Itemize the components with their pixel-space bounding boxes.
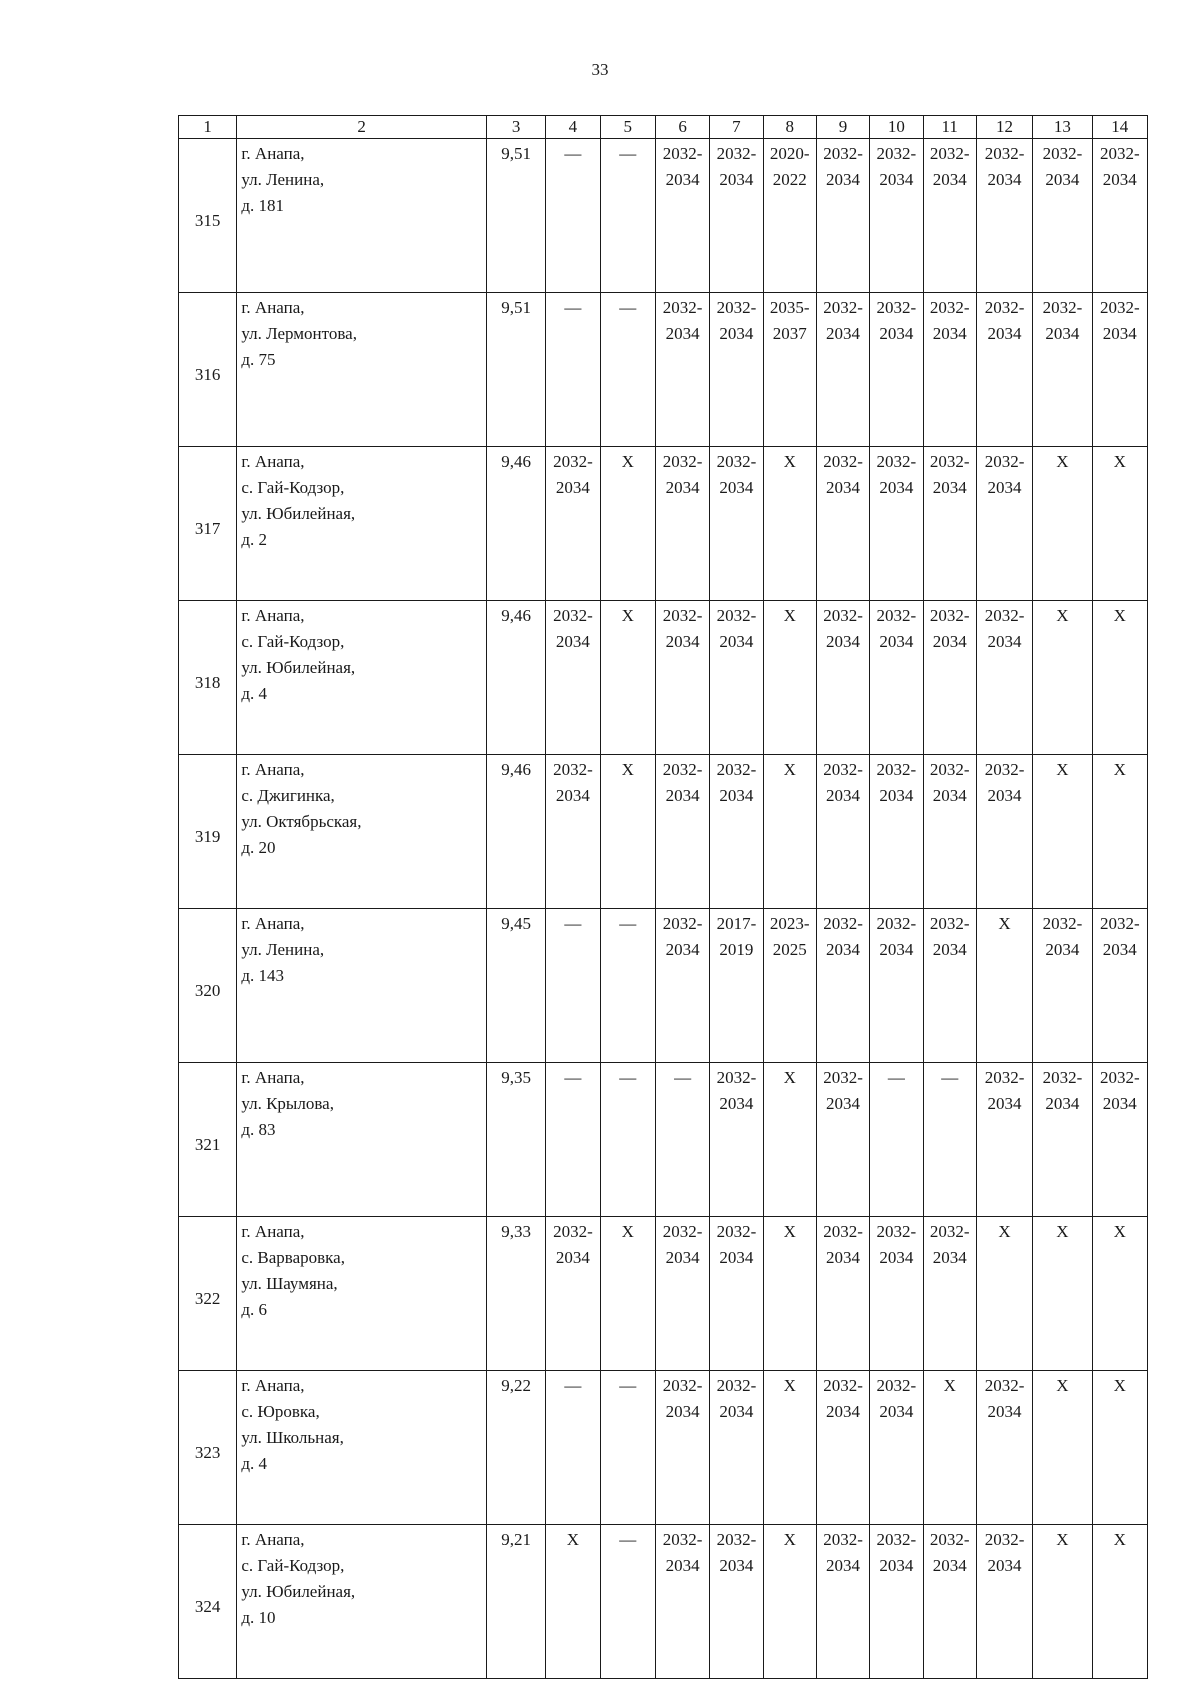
period-cell: X: [600, 601, 655, 755]
period-cell: 2032- 2034: [816, 293, 869, 447]
table-row: [179, 1525, 1148, 1679]
index-cell: 9,35: [486, 1063, 545, 1217]
period-cell: X: [1092, 1217, 1147, 1371]
period-cell: 2032- 2034: [816, 1217, 869, 1371]
period-cell: 2032- 2034: [1033, 293, 1092, 447]
period-cell: 2032- 2034: [976, 755, 1032, 909]
period-cell: 2032- 2034: [816, 1525, 869, 1679]
period-cell: X: [923, 1371, 976, 1525]
period-cell: 2032- 2034: [923, 601, 976, 755]
address-cell: г. Анапа, с. Гай-Кодзор, ул. Юбилейная, д. 4: [237, 601, 487, 755]
period-cell: X: [976, 909, 1032, 1063]
period-cell: X: [1092, 755, 1147, 909]
period-cell: 2032- 2034: [816, 1063, 869, 1217]
column-header: 11: [923, 116, 976, 139]
period-cell: —: [600, 1525, 655, 1679]
period-cell: —: [546, 1371, 600, 1525]
period-cell: 2032- 2034: [710, 1525, 763, 1679]
period-cell: X: [763, 601, 816, 755]
period-cell: 2032- 2034: [976, 139, 1032, 293]
period-cell: 2032- 2034: [816, 1371, 869, 1525]
column-header: 1: [179, 116, 237, 139]
period-cell: 2032- 2034: [870, 909, 923, 1063]
column-header: 8: [763, 116, 816, 139]
period-cell: 2032- 2034: [710, 293, 763, 447]
address-cell: г. Анапа, с. Гай-Кодзор, ул. Юбилейная, д. 10: [237, 1525, 487, 1679]
period-cell: 2032- 2034: [655, 909, 709, 1063]
period-cell: X: [546, 1525, 600, 1679]
row-number: 319: [179, 755, 237, 909]
period-cell: 2032- 2034: [816, 755, 869, 909]
index-cell: 9,51: [486, 293, 545, 447]
period-cell: X: [763, 755, 816, 909]
period-cell: 2032- 2034: [976, 1525, 1032, 1679]
address-cell: г. Анапа, с. Варваровка, ул. Шаумяна, д. 6: [237, 1217, 487, 1371]
period-cell: 2032- 2034: [1033, 139, 1092, 293]
period-cell: X: [763, 1525, 816, 1679]
table-row: [179, 1371, 1148, 1525]
row-number: 324: [179, 1525, 237, 1679]
period-cell: —: [655, 1063, 709, 1217]
period-cell: 2032- 2034: [655, 755, 709, 909]
index-cell: 9,46: [486, 755, 545, 909]
period-cell: 2032- 2034: [710, 601, 763, 755]
address-cell: г. Анапа, ул. Лермонтова, д. 75: [237, 293, 487, 447]
period-cell: X: [600, 447, 655, 601]
row-number: 323: [179, 1371, 237, 1525]
period-cell: X: [1092, 601, 1147, 755]
period-cell: X: [763, 447, 816, 601]
table-row: [179, 909, 1148, 1063]
page-number: 33: [591, 60, 609, 79]
period-cell: 2032- 2034: [870, 601, 923, 755]
period-cell: X: [1033, 1217, 1092, 1371]
column-header: 6: [655, 116, 709, 139]
period-cell: 2032- 2034: [870, 293, 923, 447]
period-cell: 2032- 2034: [1092, 909, 1147, 1063]
row-number: 321: [179, 1063, 237, 1217]
row-number: 322: [179, 1217, 237, 1371]
address-cell: г. Анапа, с. Гай-Кодзор, ул. Юбилейная, д. 2: [237, 447, 487, 601]
period-cell: —: [546, 909, 600, 1063]
period-cell: 2032- 2034: [976, 1063, 1032, 1217]
period-cell: 2032- 2034: [870, 1371, 923, 1525]
table-body: [179, 139, 1148, 1679]
row-number: 316: [179, 293, 237, 447]
column-header: 7: [710, 116, 763, 139]
period-cell: 2032- 2034: [655, 447, 709, 601]
period-cell: X: [1033, 755, 1092, 909]
header-row: [179, 116, 1148, 139]
period-cell: —: [600, 1063, 655, 1217]
table-row: [179, 293, 1148, 447]
address-cell: г. Анапа, ул. Ленина, д. 143: [237, 909, 487, 1063]
period-cell: 2032- 2034: [546, 755, 600, 909]
period-cell: X: [600, 1217, 655, 1371]
period-cell: 2032- 2034: [546, 601, 600, 755]
period-cell: 2032- 2034: [816, 447, 869, 601]
period-cell: —: [600, 139, 655, 293]
period-cell: 2032- 2034: [655, 1217, 709, 1371]
period-cell: —: [546, 1063, 600, 1217]
period-cell: X: [1092, 1371, 1147, 1525]
period-cell: 2032- 2034: [923, 1525, 976, 1679]
period-cell: 2032- 2034: [1092, 293, 1147, 447]
row-number: 315: [179, 139, 237, 293]
period-cell: 2023- 2025: [763, 909, 816, 1063]
period-cell: 2032- 2034: [655, 293, 709, 447]
period-cell: 2032- 2034: [710, 755, 763, 909]
address-cell: г. Анапа, ул. Крылова, д. 83: [237, 1063, 487, 1217]
column-header: 9: [816, 116, 869, 139]
period-cell: 2032- 2034: [976, 293, 1032, 447]
address-cell: г. Анапа, ул. Ленина, д. 181: [237, 139, 487, 293]
period-cell: X: [1033, 1525, 1092, 1679]
table-row: [179, 139, 1148, 293]
period-cell: —: [600, 1371, 655, 1525]
period-cell: 2032- 2034: [710, 139, 763, 293]
period-cell: X: [976, 1217, 1032, 1371]
period-cell: 2032- 2034: [816, 139, 869, 293]
period-cell: 2032- 2034: [710, 447, 763, 601]
period-cell: 2032- 2034: [923, 293, 976, 447]
period-cell: 2032- 2034: [976, 447, 1032, 601]
period-cell: 2032- 2034: [870, 755, 923, 909]
period-cell: 2032- 2034: [1092, 139, 1147, 293]
period-cell: 2032- 2034: [870, 139, 923, 293]
column-header: 3: [486, 116, 545, 139]
index-cell: 9,46: [486, 601, 545, 755]
period-cell: —: [923, 1063, 976, 1217]
period-cell: —: [600, 909, 655, 1063]
period-cell: X: [1092, 447, 1147, 601]
period-cell: 2032- 2034: [816, 601, 869, 755]
period-cell: X: [763, 1063, 816, 1217]
period-cell: 2032- 2034: [923, 139, 976, 293]
period-cell: 2032- 2034: [655, 1371, 709, 1525]
period-cell: X: [600, 755, 655, 909]
index-cell: 9,22: [486, 1371, 545, 1525]
period-cell: 2032- 2034: [976, 1371, 1032, 1525]
row-number: 320: [179, 909, 237, 1063]
period-cell: 2035- 2037: [763, 293, 816, 447]
period-cell: X: [763, 1217, 816, 1371]
column-header: 2: [237, 116, 487, 139]
period-cell: 2032- 2034: [870, 1217, 923, 1371]
period-cell: X: [763, 1371, 816, 1525]
table-row: [179, 447, 1148, 601]
column-header: 5: [600, 116, 655, 139]
register-table: [178, 115, 1148, 1679]
index-cell: 9,45: [486, 909, 545, 1063]
index-cell: 9,33: [486, 1217, 545, 1371]
column-header: 13: [1033, 116, 1092, 139]
period-cell: —: [546, 293, 600, 447]
address-cell: г. Анапа, с. Юровка, ул. Школьная, д. 4: [237, 1371, 487, 1525]
table-row: [179, 755, 1148, 909]
period-cell: 2032- 2034: [546, 447, 600, 601]
period-cell: 2032- 2034: [655, 1525, 709, 1679]
period-cell: 2020- 2022: [763, 139, 816, 293]
table-row: [179, 1217, 1148, 1371]
column-header: 10: [870, 116, 923, 139]
period-cell: 2032- 2034: [816, 909, 869, 1063]
period-cell: 2032- 2034: [923, 909, 976, 1063]
period-cell: 2032- 2034: [870, 1525, 923, 1679]
period-cell: 2032- 2034: [655, 139, 709, 293]
period-cell: 2032- 2034: [1033, 1063, 1092, 1217]
index-cell: 9,21: [486, 1525, 545, 1679]
period-cell: 2032- 2034: [710, 1217, 763, 1371]
period-cell: 2032- 2034: [1033, 909, 1092, 1063]
table-row: [179, 601, 1148, 755]
period-cell: —: [546, 139, 600, 293]
period-cell: 2032- 2034: [923, 755, 976, 909]
period-cell: 2032- 2034: [710, 1371, 763, 1525]
period-cell: 2032- 2034: [710, 1063, 763, 1217]
period-cell: —: [600, 293, 655, 447]
period-cell: —: [870, 1063, 923, 1217]
period-cell: 2032- 2034: [870, 447, 923, 601]
index-cell: 9,46: [486, 447, 545, 601]
period-cell: 2032- 2034: [546, 1217, 600, 1371]
period-cell: X: [1033, 601, 1092, 755]
period-cell: 2032- 2034: [1092, 1063, 1147, 1217]
period-cell: 2032- 2034: [923, 447, 976, 601]
column-header: 14: [1092, 116, 1147, 139]
period-cell: 2032- 2034: [655, 601, 709, 755]
row-number: 318: [179, 601, 237, 755]
column-header: 12: [976, 116, 1032, 139]
table-row: [179, 1063, 1148, 1217]
column-header: 4: [546, 116, 600, 139]
row-number: 317: [179, 447, 237, 601]
period-cell: X: [1092, 1525, 1147, 1679]
period-cell: X: [1033, 1371, 1092, 1525]
period-cell: 2017- 2019: [710, 909, 763, 1063]
index-cell: 9,51: [486, 139, 545, 293]
period-cell: 2032- 2034: [976, 601, 1032, 755]
period-cell: 2032- 2034: [923, 1217, 976, 1371]
address-cell: г. Анапа, с. Джигинка, ул. Октябрьская, д. 20: [237, 755, 487, 909]
period-cell: X: [1033, 447, 1092, 601]
